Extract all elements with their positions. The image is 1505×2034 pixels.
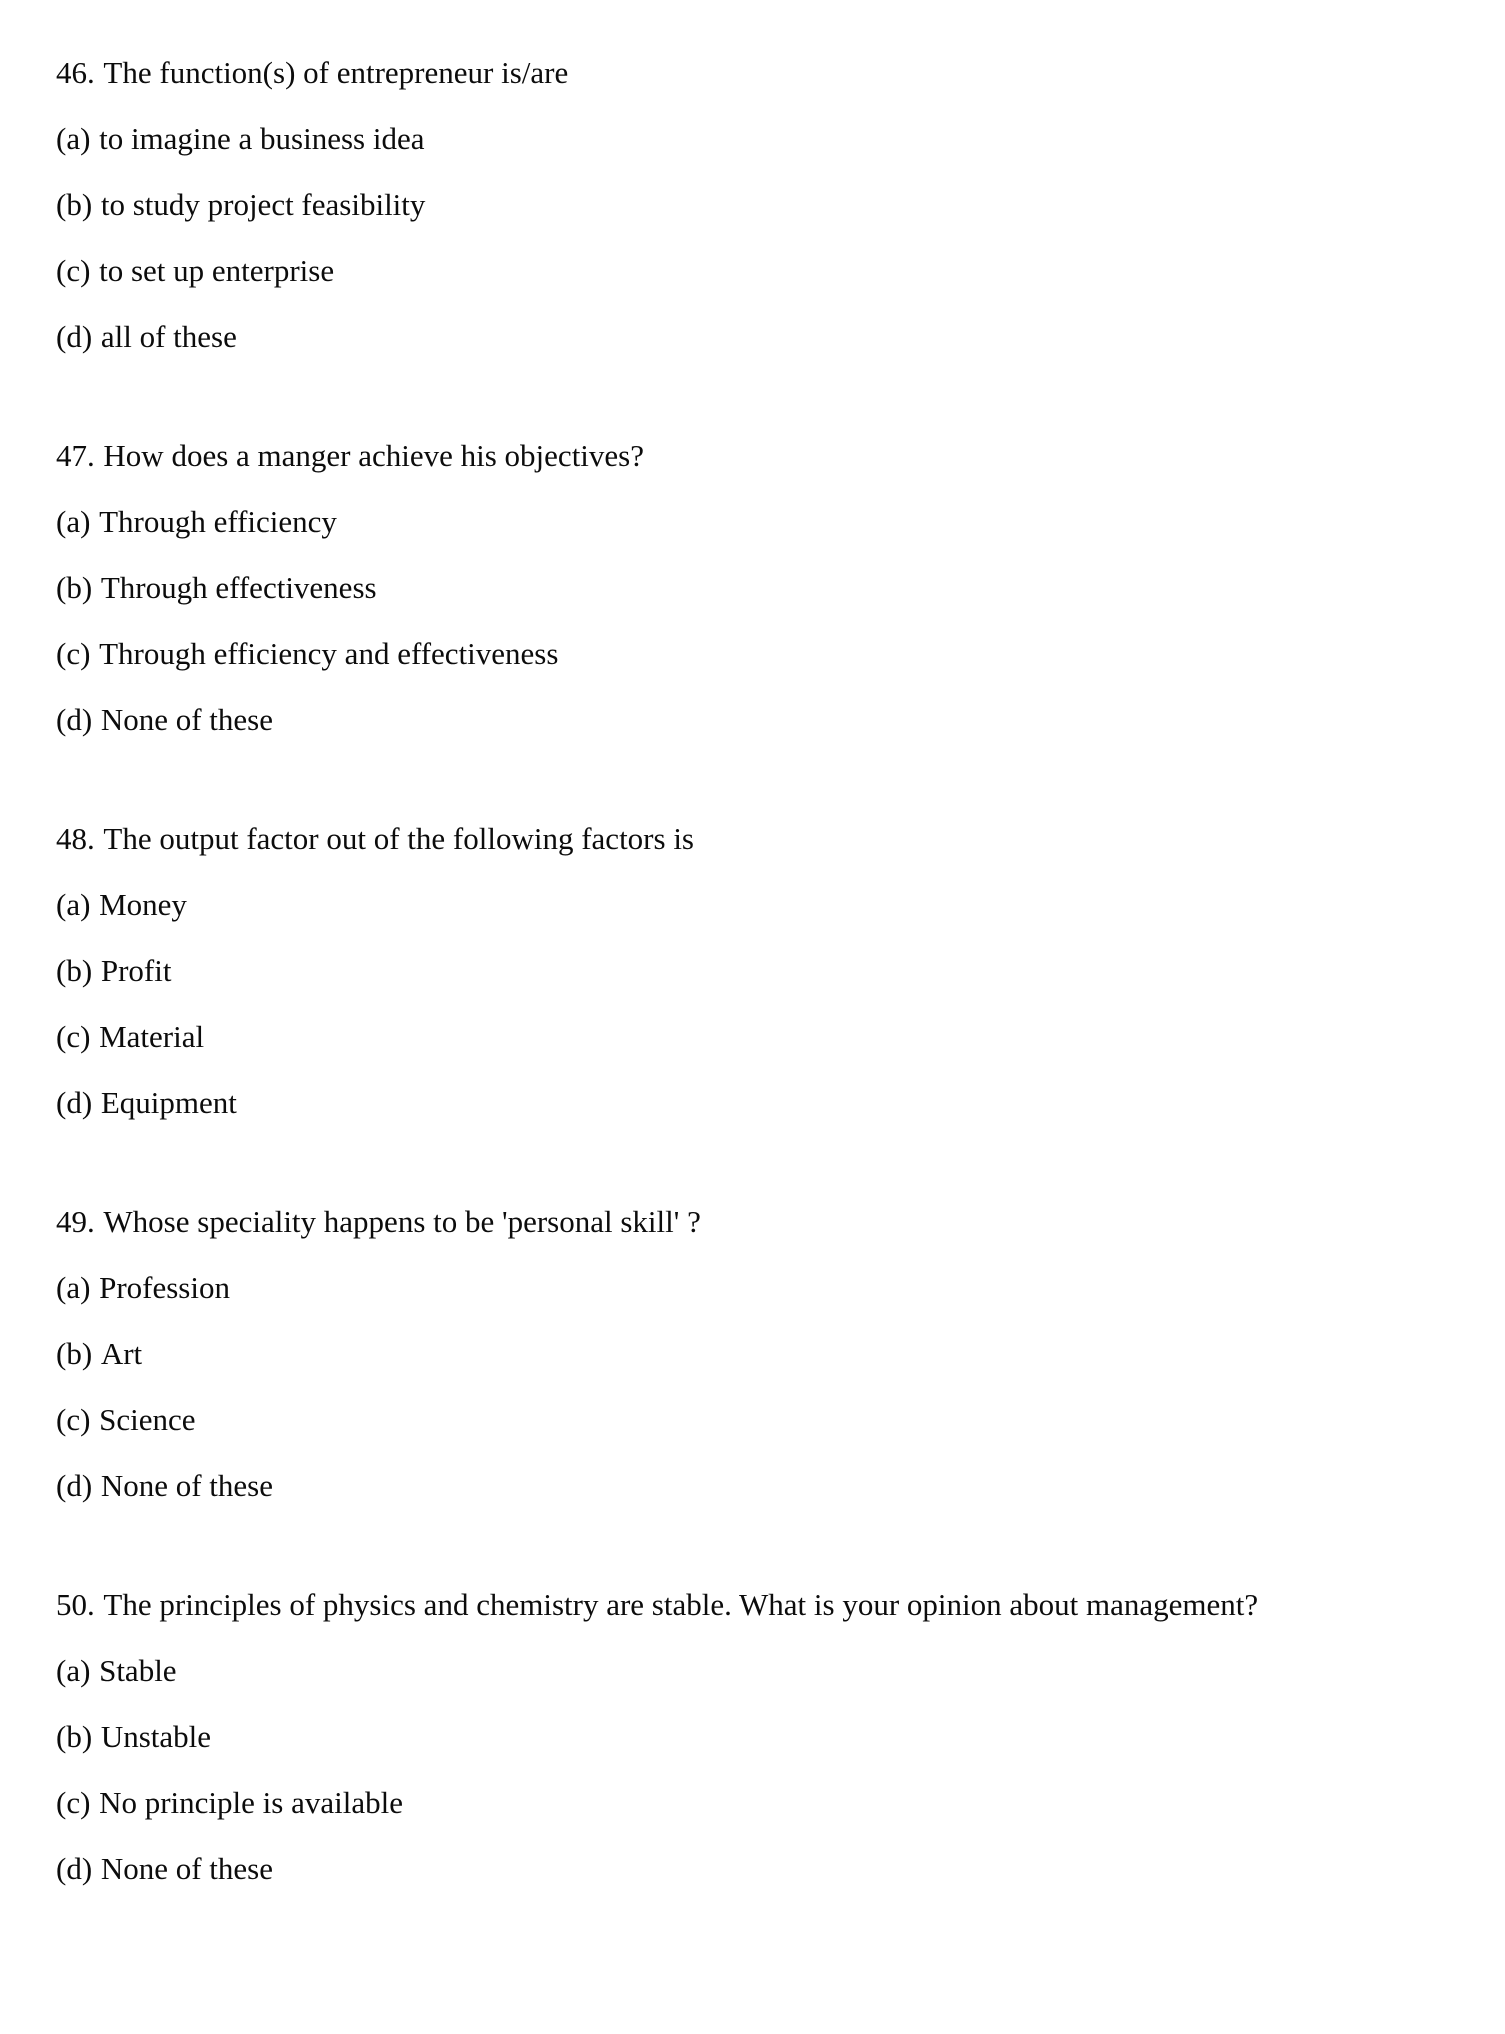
option-label: (c) bbox=[56, 636, 91, 671]
option-label: (c) bbox=[56, 1019, 91, 1054]
option-text: Money bbox=[99, 887, 187, 922]
option-text: Art bbox=[100, 1336, 143, 1371]
option-row bbox=[56, 1081, 1346, 1124]
question-block bbox=[56, 817, 1346, 1124]
question-heading bbox=[56, 1583, 1346, 1626]
question-text: The output factor out of the following factors is bbox=[103, 821, 694, 856]
option-text: Unstable bbox=[100, 1719, 212, 1754]
question-heading bbox=[56, 1200, 1346, 1243]
option-row bbox=[56, 249, 1346, 292]
option-label: (b) bbox=[56, 570, 93, 605]
question-block bbox=[56, 1200, 1346, 1507]
question-number: 48. bbox=[56, 821, 95, 856]
question-heading bbox=[56, 51, 1346, 94]
question-text: Whose speciality happens to be 'personal skill' ? bbox=[103, 1204, 701, 1239]
option-row bbox=[56, 1266, 1346, 1309]
question-text: The principles of physics and chemistry are stable. What is your opinion about management? bbox=[103, 1587, 1259, 1622]
question-number: 46. bbox=[56, 55, 95, 90]
option-row bbox=[56, 1781, 1346, 1824]
option-text: Equipment bbox=[100, 1085, 237, 1120]
option-row bbox=[56, 1015, 1346, 1058]
option-row bbox=[56, 698, 1346, 741]
option-label: (a) bbox=[56, 1270, 91, 1305]
option-text: None of these bbox=[100, 1468, 273, 1503]
option-label: (d) bbox=[56, 702, 93, 737]
option-label: (b) bbox=[56, 953, 93, 988]
question-number: 49. bbox=[56, 1204, 95, 1239]
option-label: (a) bbox=[56, 1653, 91, 1688]
option-row bbox=[56, 632, 1346, 675]
option-row bbox=[56, 949, 1346, 992]
option-text: Through effectiveness bbox=[100, 570, 377, 605]
option-text: No principle is available bbox=[99, 1785, 403, 1820]
question-text: How does a manger achieve his objectives? bbox=[103, 438, 644, 473]
question-block bbox=[56, 1583, 1346, 1890]
option-text: Profession bbox=[99, 1270, 230, 1305]
option-row bbox=[56, 1715, 1346, 1758]
option-row bbox=[56, 1649, 1346, 1692]
option-text: None of these bbox=[100, 1851, 273, 1886]
option-text: None of these bbox=[100, 702, 273, 737]
option-text: Material bbox=[99, 1019, 205, 1054]
question-block bbox=[56, 434, 1346, 741]
option-row bbox=[56, 500, 1346, 543]
option-row bbox=[56, 1332, 1346, 1375]
question-text: The function(s) of entrepreneur is/are bbox=[103, 55, 569, 90]
option-label: (b) bbox=[56, 1719, 93, 1754]
option-text: Through efficiency bbox=[99, 504, 337, 539]
option-label: (a) bbox=[56, 121, 91, 156]
question-heading bbox=[56, 434, 1346, 477]
option-row bbox=[56, 315, 1346, 358]
option-label: (d) bbox=[56, 1085, 93, 1120]
option-text: to study project feasibility bbox=[100, 187, 426, 222]
option-row bbox=[56, 183, 1346, 226]
question-list bbox=[56, 51, 1346, 1890]
option-label: (a) bbox=[56, 887, 91, 922]
option-label: (d) bbox=[56, 1468, 93, 1503]
option-label: (b) bbox=[56, 187, 93, 222]
question-number: 47. bbox=[56, 438, 95, 473]
option-row bbox=[56, 1464, 1346, 1507]
option-label: (b) bbox=[56, 1336, 93, 1371]
option-label: (c) bbox=[56, 253, 91, 288]
question-number: 50. bbox=[56, 1587, 95, 1622]
option-text: Through efficiency and effectiveness bbox=[99, 636, 559, 671]
option-text: Science bbox=[99, 1402, 196, 1437]
option-text: all of these bbox=[100, 319, 237, 354]
option-row bbox=[56, 1398, 1346, 1441]
option-row bbox=[56, 883, 1346, 926]
option-text: Profit bbox=[100, 953, 172, 988]
option-row bbox=[56, 566, 1346, 609]
option-text: to imagine a business idea bbox=[99, 121, 425, 156]
question-heading bbox=[56, 817, 1346, 860]
question-block bbox=[56, 51, 1346, 358]
option-text: Stable bbox=[99, 1653, 177, 1688]
option-row bbox=[56, 117, 1346, 160]
option-row bbox=[56, 1847, 1346, 1890]
option-text: to set up enterprise bbox=[99, 253, 335, 288]
option-label: (d) bbox=[56, 1851, 93, 1886]
option-label: (d) bbox=[56, 319, 93, 354]
option-label: (c) bbox=[56, 1402, 91, 1437]
option-label: (a) bbox=[56, 504, 91, 539]
option-label: (c) bbox=[56, 1785, 91, 1820]
